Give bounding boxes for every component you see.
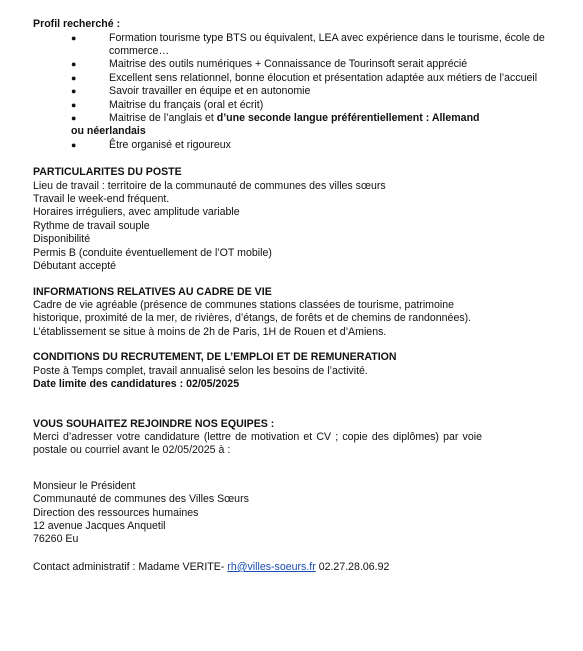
- address-block: [33, 480, 558, 547]
- recrutement-section: [33, 351, 558, 391]
- bullet-icon: ●: [71, 112, 77, 123]
- text-line: Permis B (conduite éventuellement de l’OT mobile): [33, 246, 272, 259]
- text-line: Rythme de travail souple: [33, 219, 150, 232]
- list-item: ● Être organisé et rigoureux: [71, 138, 231, 151]
- profil-list: [33, 32, 558, 112]
- contact-prefix: Contact administratif : Madame VERITE-: [33, 560, 228, 573]
- text-line: postale ou courriel avant le 02/05/2025 à :: [33, 444, 231, 457]
- profil-section: [33, 18, 558, 152]
- bullet-icon: ●: [71, 32, 77, 43]
- list-item-languages: ● Maitrise de l’anglais et d’une seconde langue préférentiellement : Allemand: [71, 111, 480, 124]
- profil-list-end: [33, 139, 558, 152]
- list-item: ● Excellent sens relationnel, bonne élocution et présentation adaptée aux métiers de l’accueil: [71, 71, 538, 84]
- text-line: Merci d’adresser votre candidature (lettre de motivation et CV ; copie des diplômes) par voie: [33, 431, 482, 444]
- deadline: Date limite des candidatures : 02/05/2025: [33, 378, 240, 391]
- text-line: Poste à Temps complet, travail annualisé selon les besoins de l’activité.: [33, 364, 368, 377]
- rejoindre-heading: VOUS SOUHAITEZ REJOINDRE NOS EQUIPES :: [33, 417, 275, 430]
- document: [33, 18, 558, 574]
- bullet-icon: ●: [71, 72, 77, 83]
- text-line: Cadre de vie agréable (présence de communes stations classées de tourisme, patrimoine: [33, 299, 455, 311]
- poste-section: [33, 166, 558, 273]
- cadre-section: [33, 286, 558, 340]
- address-line: 76260 Eu: [33, 533, 79, 546]
- profil-heading: Profil recherché :: [33, 18, 121, 30]
- text-line: Disponibilité: [33, 233, 91, 246]
- list-item: ● Maitrise du français (oral et écrit): [71, 98, 264, 111]
- address-line: Direction des ressources humaines: [33, 506, 199, 519]
- text-line: historique, proximité de la mer, de rivières, d’étangs, de forêts et de chemins de randonnées).: [33, 312, 472, 325]
- recrutement-heading: CONDITIONS DU RECRUTEMENT, DE L’EMPLOI ET DE REMUNERATION: [33, 351, 397, 364]
- text-line: L’établissement se situe à moins de 2h de Paris, 1H de Rouen et d’Amiens.: [33, 325, 387, 338]
- rejoindre-section: [33, 418, 558, 458]
- text-line: Horaires irréguliers, avec amplitude variable: [33, 206, 240, 219]
- contact-line: [33, 561, 558, 574]
- contact-phone: 02.27.28.06.92: [315, 560, 390, 573]
- text-line: Lieu de travail : territoire de la communauté de communes des villes sœurs: [33, 179, 386, 192]
- address-line: Communauté de communes des Villes Sœurs: [33, 493, 249, 506]
- list-item: ● Formation tourisme type BTS ou équivalent, LEA avec expérience dans le tourisme, école de commerce…: [71, 31, 545, 57]
- text-line: Débutant accepté: [33, 260, 117, 273]
- address-line: 12 avenue Jacques Anquetil: [33, 520, 166, 533]
- bullet-icon: ●: [71, 59, 77, 70]
- email-link[interactable]: rh@villes-soeurs.fr: [227, 560, 316, 573]
- bullet-icon: ●: [71, 139, 77, 150]
- list-item: ● Maitrise des outils numériques + Connaissance de Tourinsoft serait apprécié: [71, 58, 468, 71]
- list-item: ● Savoir travailler en équipe et en autonomie: [71, 85, 311, 98]
- address-line: Monsieur le Président: [33, 479, 136, 492]
- text-line: Travail le week-end fréquent.: [33, 193, 170, 206]
- bullet-icon: ●: [71, 86, 77, 97]
- bullet-icon: ●: [71, 99, 77, 110]
- poste-heading: PARTICULARITES DU POSTE: [33, 166, 182, 179]
- languages-continuation: ou néerlandais: [71, 125, 146, 138]
- cadre-heading: INFORMATIONS RELATIVES AU CADRE DE VIE: [33, 285, 272, 298]
